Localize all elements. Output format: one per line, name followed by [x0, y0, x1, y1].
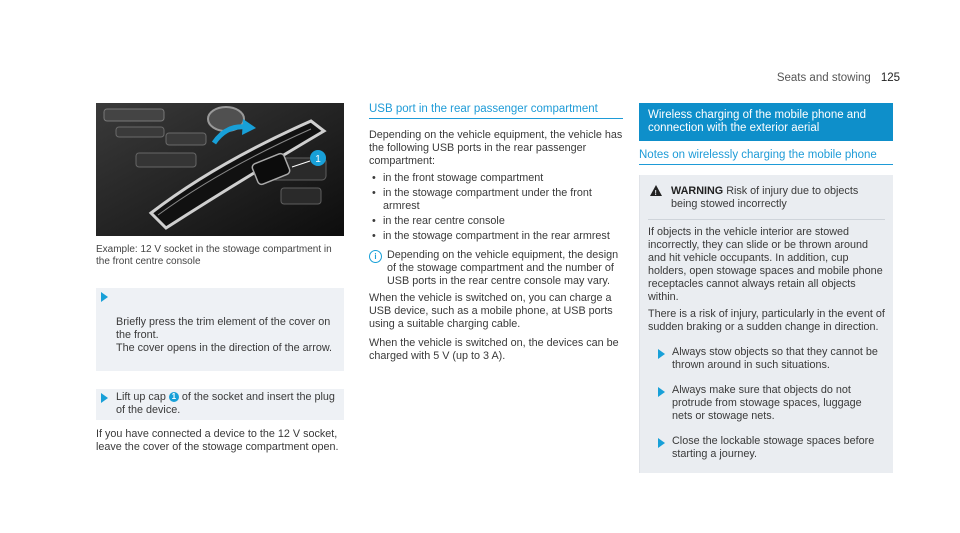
section-heading-usb: USB port in the rear passenger compartment: [369, 103, 623, 119]
callout-badge: 1: [169, 392, 179, 402]
console-photo: [96, 103, 344, 236]
step-arrow-icon: [658, 349, 665, 359]
step-arrow-icon: [658, 387, 665, 397]
warning-paragraph-1: If objects in the vehicle interior are stowed incorrectly, they can slide or be thrown around and hit vehicle occupants. In addition, cup holders, open stowage spaces and mobile phone receptacles cannot always retain all objects within.: [648, 226, 883, 303]
warning-step-text: Always stow objects so that they cannot be thrown around in such situations.: [672, 346, 878, 371]
running-header: [777, 72, 900, 84]
step-arrow-icon: [658, 438, 665, 448]
warning-triangle-icon: [650, 185, 662, 196]
info-note: [369, 249, 623, 288]
warning-title: Risk of injury due to objects being stowed incorrectly: [671, 185, 859, 210]
warning-divider: [648, 219, 885, 220]
step-arrow-icon: [101, 292, 108, 302]
usb-port-list: [369, 172, 623, 243]
warning-label: WARNING: [671, 185, 724, 197]
step-arrow-icon: [101, 393, 108, 403]
step-text: [102, 391, 338, 417]
usb-paragraph-2: When the vehicle is switched on, the devices can be charged with 5 V (up to 3 A).: [369, 337, 619, 362]
paragraph-12v: If you have connected a device to the 12 V socket, leave the cover of the stowage compartment open.: [96, 428, 339, 453]
warning-header: [648, 185, 885, 211]
section-title: Seats and stowing: [776, 72, 871, 84]
step-text-post: of the socket and insert the plug of the device.: [116, 391, 335, 416]
step-text: Briefly press the trim element of the cover on the front. The cover opens in the direction of the arrow.: [116, 316, 333, 354]
list-item: • in the front stowage compartment: [369, 172, 623, 185]
note-text: Depending on the vehicle equipment, the design of the stowage compartment and the number of USB ports in the rear centre console may vary.: [387, 249, 619, 287]
column-left: [96, 103, 344, 454]
page-number: 125: [880, 72, 900, 84]
warning-step-text: Always make sure that objects do not protrude from stowage spaces, luggage nets or stowage nets.: [672, 384, 862, 422]
step-lift-cap: [96, 389, 344, 420]
subheading-wireless-notes: Notes on wirelessly charging the mobile phone: [639, 149, 893, 165]
warning-box: [639, 175, 893, 473]
step-open-cover: [96, 288, 344, 371]
usb-intro: Depending on the vehicle equipment, the vehicle has the following USB ports in the rear passenger compartment:: [369, 129, 623, 167]
list-item: • in the rear centre console: [369, 215, 623, 228]
list-item: • in the stowage compartment under the front armrest: [369, 187, 623, 213]
warning-paragraph-2: There is a risk of injury, particularly in the event of sudden braking or a sudden change in direction.: [648, 308, 885, 333]
warning-step-text: Close the lockable stowage spaces before starting a journey.: [672, 435, 875, 460]
console-illustration: [96, 103, 344, 236]
figure-callout: 1: [315, 154, 321, 165]
info-icon: i: [369, 250, 382, 263]
column-middle: [369, 103, 623, 363]
usb-paragraph-1: When the vehicle is switched on, you can charge a USB device, such as a mobile phone, at USB ports using a suitable charging cable.: [369, 292, 613, 330]
step-text-pre: Lift up cap: [116, 391, 166, 403]
warning-step: [648, 435, 885, 461]
warning-step: [648, 384, 885, 423]
warning-step: [648, 346, 885, 372]
figure-caption: Example: 12 V socket in the stowage compartment in the front centre console: [96, 244, 332, 267]
column-right: [639, 103, 893, 473]
list-item: • in the stowage compartment in the rear armrest: [369, 230, 623, 243]
section-banner-wireless: Wireless charging of the mobile phone and connection with the exterior aerial: [639, 103, 893, 141]
